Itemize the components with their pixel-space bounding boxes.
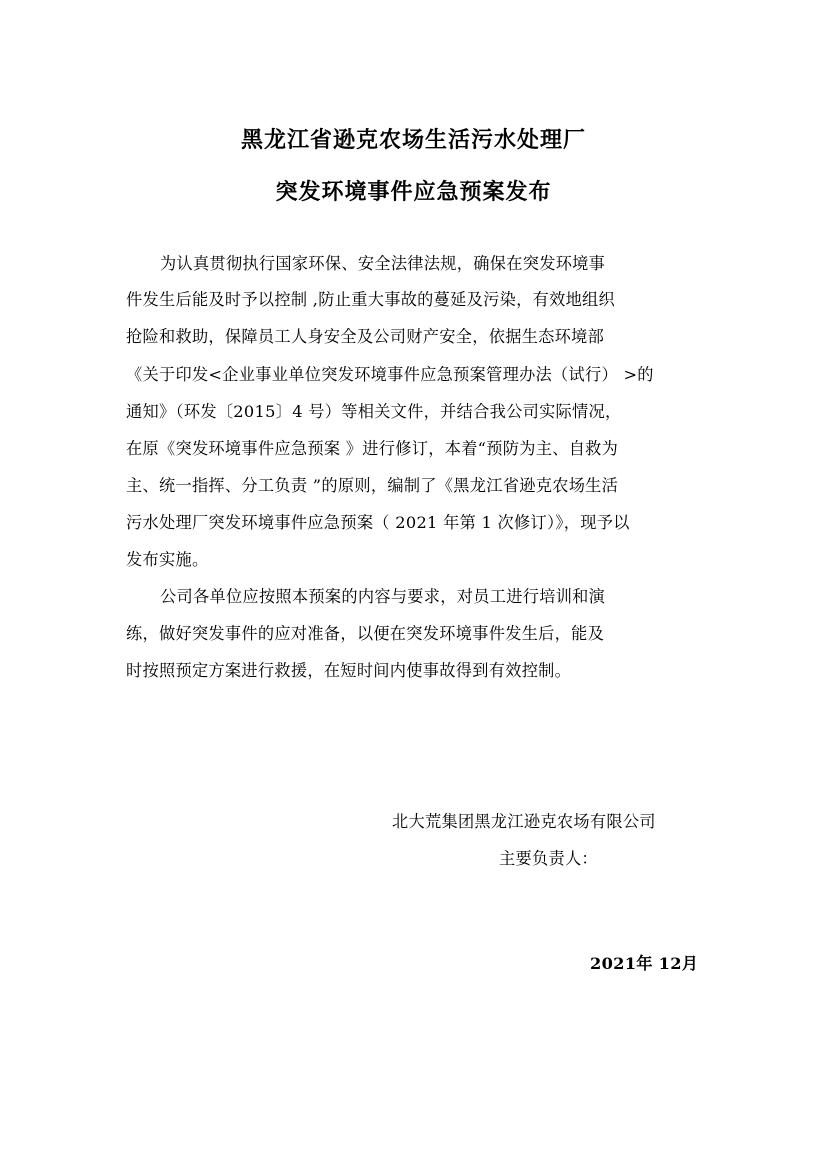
signature-company: 北大荒集团黑龙江逊克农场有限公司 (392, 812, 656, 831)
paragraph-line: 件发生后能及时予以控制 ,防止重大事故的蔓延及污染，有效地组织 (126, 290, 616, 309)
paragraph-line: 抢险和救助，保障员工人身安全及公司财产安全，依据生态环境部 (126, 327, 605, 346)
paragraph-line: 练，做好突发事件的应对准备，以便在突发环境事件发生后，能及 (126, 624, 605, 643)
paragraph-line: 主、统一指挥、分工负责 ”的原则，编制了《黑龙江省逊克农场生活 (126, 476, 619, 495)
paragraph-line: 污水处理厂突发环境事件应急预案（ 2021 年第 1 次修订）》，现予以 (126, 513, 630, 532)
signature-date: 2021年 12月 (590, 954, 699, 973)
paragraph-line: 发布实施。 (126, 550, 209, 569)
paragraph-line: 《关于印发<企业事业单位突发环境事件应急预案管理办法（试行） >的 (126, 365, 654, 384)
signature-person-label: 主要负责人： (499, 849, 598, 868)
paragraph-line: 时按照预定方案进行救援，在短时间内使事故得到有效控制。 (126, 661, 572, 680)
paragraph-line: 在原《突发环境事件应急预案 》进行修订，本着“预防为主、自救为 (126, 439, 619, 458)
document-title-line-2: 突发环境事件应急预案发布 (275, 179, 552, 205)
document-title-line-1: 黑龙江省逊克农场生活污水处理厂 (240, 127, 586, 153)
paragraph-line: 公司各单位应按照本预案的内容与要求，对员工进行培训和演 (160, 587, 606, 606)
paragraph-line: 为认真贯彻执行国家环保、安全法律法规，确保在突发环境事 (160, 254, 606, 273)
paragraph-line: 通知》（环发〔2015〕4 号）等相关文件，并结合我公司实际情况， (126, 402, 622, 421)
